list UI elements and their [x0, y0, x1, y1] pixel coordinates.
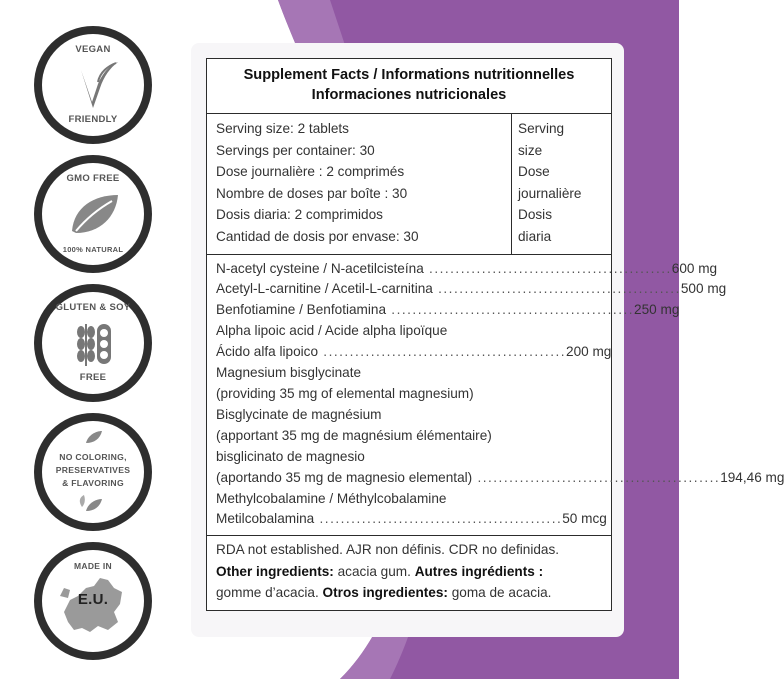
badge-top-text: VEGAN	[75, 44, 111, 55]
other-ingredients	[216, 561, 602, 583]
badge-line-2: PRESERVATIVES	[55, 465, 131, 475]
autres-ingredients-label: Autres ingrédients :	[414, 563, 544, 579]
serving-info	[207, 114, 512, 254]
badge-bottom-text: FREE	[79, 372, 107, 383]
otros-ingredientes-value: goma de acacia.	[447, 585, 552, 601]
serving-line: Dosis diaria: 2 comprimidos	[216, 207, 383, 223]
serving-line: Dose journalière : 2 comprimés	[216, 164, 405, 180]
serving-header-line: journalière	[518, 185, 582, 201]
serving-header-line: diaria	[518, 228, 552, 244]
made-in-eu-badge	[34, 542, 152, 660]
ingredient-row-magnesium	[216, 468, 784, 489]
ingredient-row-nac	[216, 259, 718, 280]
otros-ingredientes-label: Otros ingredientes:	[322, 585, 448, 601]
no-coloring-badge	[34, 413, 152, 531]
serving-header-line: size	[518, 142, 543, 158]
badge-center-text: E.U.	[77, 591, 109, 608]
dot-leader: ..............................................	[318, 344, 567, 360]
other-ingredients-label: Other ingredients:	[216, 563, 334, 579]
ingredient-value: 500 mg	[680, 281, 727, 297]
gmo-free-badge	[34, 155, 152, 273]
ingredient-row-b12	[216, 509, 607, 530]
supplement-facts-table	[206, 58, 784, 611]
ingredient-line: (providing 35 mg of elemental magnesium)	[216, 386, 474, 401]
ingredient-label: (aportando 35 mg de magnesio elemental)	[216, 469, 473, 485]
badge-bottom-text: FRIENDLY	[68, 114, 118, 125]
ingredient-label: Metilcobalamina	[216, 511, 315, 527]
gluten-soy-free-badge	[34, 284, 152, 402]
serving-section	[207, 114, 611, 255]
ingredient-value: 250 mg	[634, 302, 680, 318]
serving-header-line: Dose	[518, 164, 550, 180]
ingredient-label: N-acetyl cysteine / N-acetilcisteína	[216, 260, 424, 276]
serving-line: Servings per container: 30	[216, 142, 375, 158]
ingredient-line: (apportant 35 mg de magnésium élémentaire)	[216, 427, 492, 443]
badge-top-text: GLUTEN & SOY	[55, 302, 131, 313]
ingredient-label: Benfotiamine / Benfotiamina	[216, 302, 387, 318]
ingredient-line: bisglicinato de magnesio	[216, 448, 365, 464]
serving-line: Cantidad de dosis por envase: 30	[216, 228, 419, 244]
dot-leader: ..............................................	[314, 511, 563, 527]
serving-line: Nombre de doses par boîte : 30	[216, 185, 408, 201]
ingredient-row-alc	[216, 279, 727, 300]
ingredient-row-ala	[216, 342, 612, 363]
ingredient-line: Bisglycinate de magnésium	[216, 406, 382, 422]
badge-top-text: GMO FREE	[66, 173, 120, 184]
facts-title	[207, 59, 611, 114]
ingredient-line: Alpha lipoic acid / Acide alpha lipoïque	[216, 323, 448, 339]
rda-note: RDA not established. AJR non définis. CDR no definidas.	[216, 542, 560, 558]
ingredient-value: 600 mg	[671, 260, 718, 276]
ingredient-label: Acetyl-L-carnitine / Acetil-L-carnitina	[216, 281, 433, 297]
facts-title-line-2: Informaciones nutricionales	[311, 87, 507, 103]
autres-ingredients-value: gomme d’acacia.	[216, 585, 323, 601]
ingredient-row-benfo	[216, 300, 680, 321]
dot-leader: ..............................................	[423, 260, 672, 276]
ingredient-line: Methylcobalamine / Méthylcobalamine	[216, 490, 447, 506]
serving-header-line: Serving	[518, 121, 565, 136]
badge-line-3: & FLAVORING	[62, 478, 124, 488]
ingredients-section	[207, 255, 784, 537]
footer-section	[207, 536, 611, 610]
dot-leader: ..............................................	[472, 469, 721, 485]
badge-line-1: NO COLORING,	[59, 452, 127, 462]
ingredient-value: 50 mcg	[562, 511, 607, 527]
dot-leader: ..............................................	[386, 302, 635, 318]
badge-top-text: MADE IN	[74, 561, 112, 571]
serving-size-header	[512, 114, 611, 254]
serving-line: Serving size: 2 tablets	[216, 121, 349, 136]
badge-bottom-text: 100% NATURAL	[62, 245, 124, 254]
ingredient-label: Ácido alfa lipoico	[216, 344, 319, 360]
other-ingredients-continued	[216, 582, 602, 604]
ingredient-line: Magnesium bisglycinate	[216, 365, 362, 381]
ingredient-value: 200 mg	[566, 344, 612, 360]
serving-header-line: Dosis	[518, 207, 552, 223]
ingredient-value: 194,46 mg	[720, 469, 784, 485]
facts-title-line-1: Supplement Facts / Informations nutritionnelles	[243, 67, 575, 83]
other-ingredients-value: acacia gum.	[333, 563, 415, 579]
dot-leader: ..............................................	[432, 281, 681, 297]
vegan-friendly-badge	[34, 26, 152, 144]
